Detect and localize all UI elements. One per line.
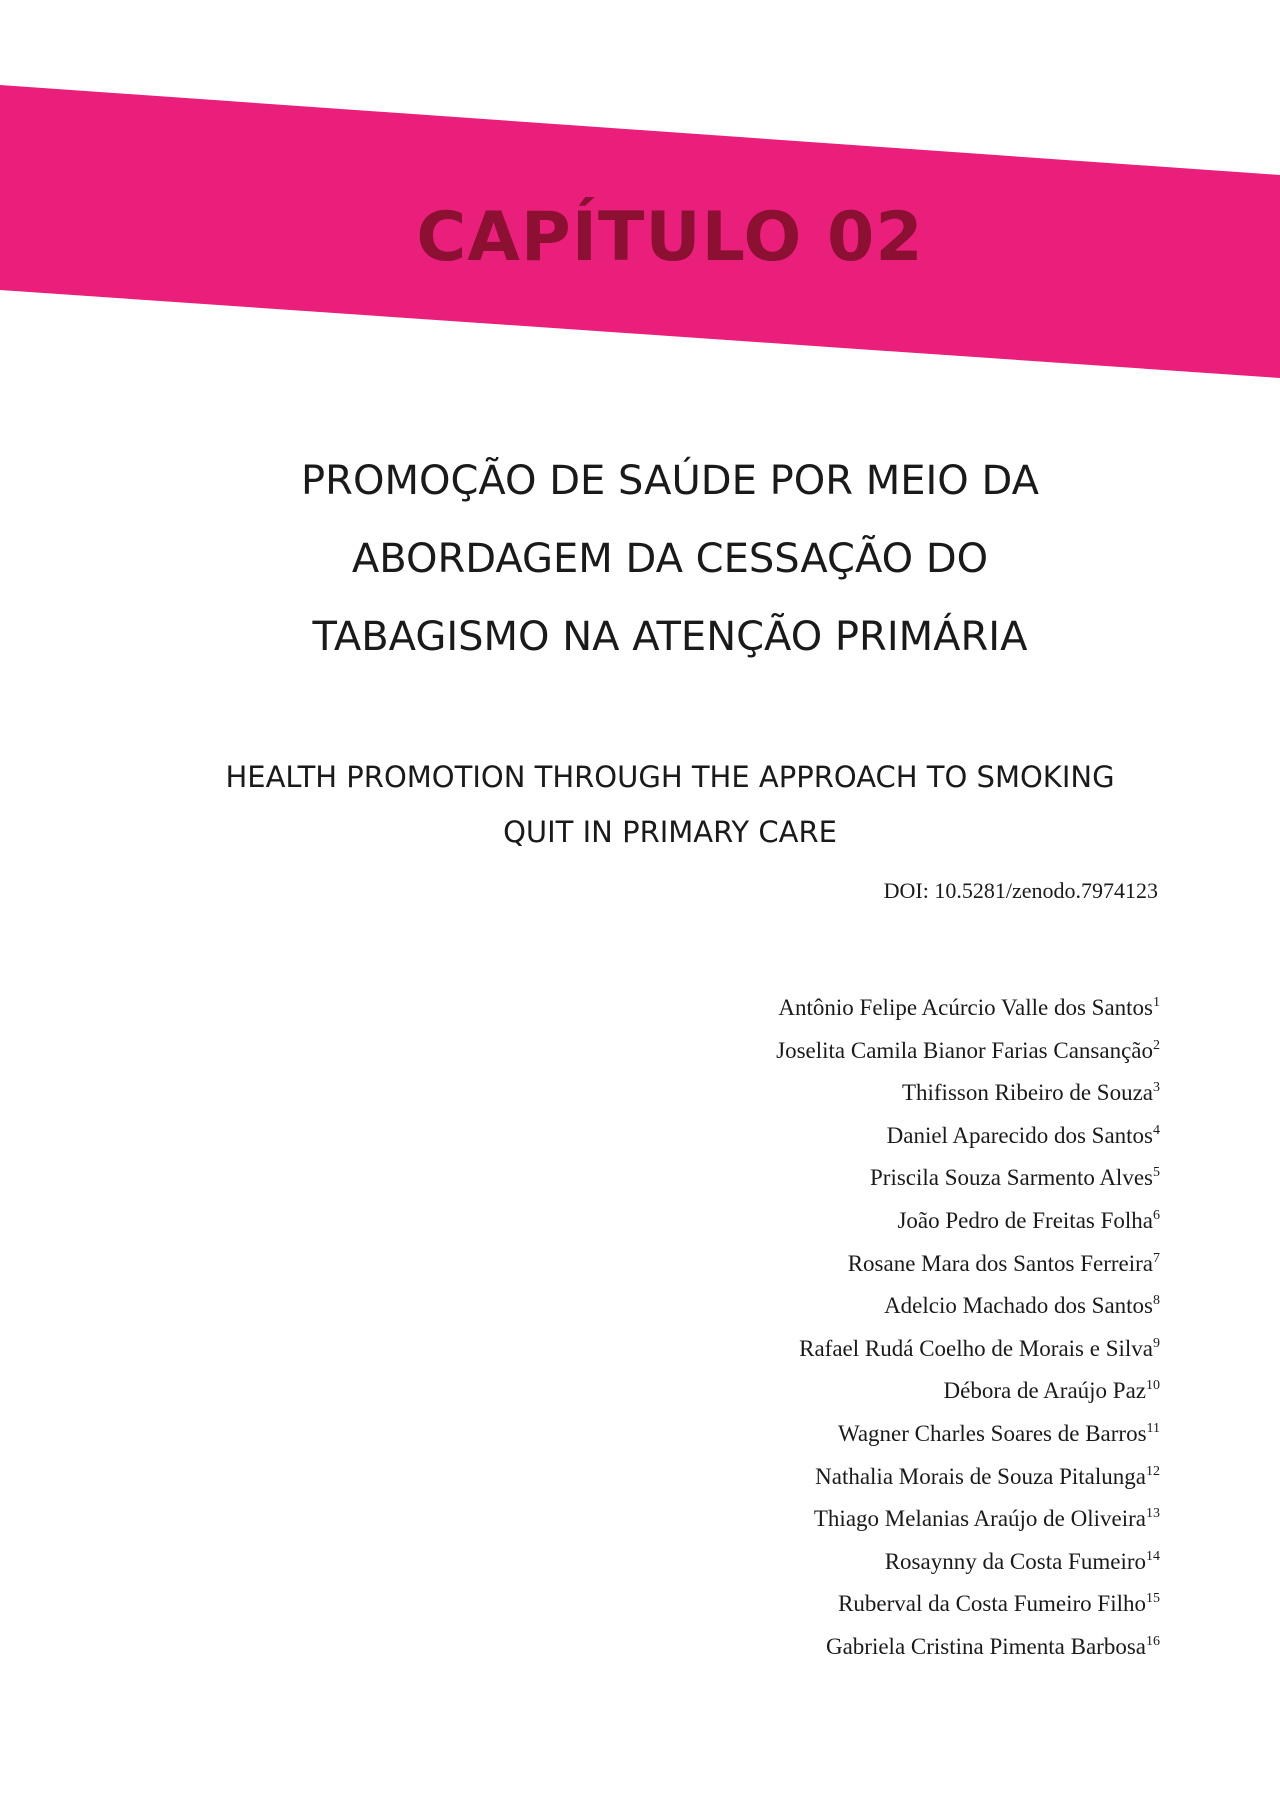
author-item (776, 1498, 1160, 1541)
author-ref: 9 (1153, 1335, 1160, 1351)
author-name: Gabriela Cristina Pimenta Barbosa (825, 1633, 1146, 1659)
author-item (776, 1328, 1160, 1371)
author-ref: 15 (1146, 1591, 1160, 1607)
author-name: Antônio Felipe Acúrcio Valle dos Santos (778, 995, 1153, 1020)
author-ref: 11 (1146, 1420, 1160, 1436)
author-item (776, 1583, 1160, 1626)
title-portuguese (0, 442, 1280, 676)
author-item (776, 1072, 1160, 1115)
author-name: Rafael Rudá Coelho de Morais e Silva (799, 1335, 1153, 1361)
author-ref: 7 (1153, 1250, 1160, 1266)
author-name: Rosaynny da Costa Fumeiro (884, 1548, 1146, 1574)
title-pt-line: PROMOÇÃO DE SAÚDE POR MEIO DA (301, 458, 1039, 504)
author-name: Thifisson Ribeiro de Souza (901, 1080, 1153, 1106)
author-name: Adelcio Machado dos Santos (884, 1293, 1153, 1319)
author-item (776, 987, 1160, 1030)
author-item (776, 1626, 1160, 1669)
author-item (776, 1456, 1160, 1499)
author-list (776, 987, 1160, 1669)
title-en-line: QUIT IN PRIMARY CARE (503, 815, 837, 849)
author-item (776, 1413, 1160, 1456)
author-ref: 10 (1146, 1378, 1160, 1394)
author-ref: 16 (1146, 1633, 1160, 1649)
author-ref: 13 (1146, 1506, 1160, 1522)
author-ref: 5 (1153, 1165, 1160, 1181)
title-pt-line: TABAGISMO NA ATENÇÃO PRIMÁRIA (312, 614, 1028, 660)
author-item (776, 1030, 1160, 1073)
author-name: Daniel Aparecido dos Santos (886, 1122, 1153, 1148)
author-name: Thiago Melanias Araújo de Oliveira (813, 1506, 1146, 1532)
author-ref: 1 (1153, 995, 1160, 1010)
title-en-line: HEALTH PROMOTION THROUGH THE APPROACH TO SMOKING (225, 760, 1115, 794)
author-item (776, 1243, 1160, 1286)
author-name: Débora de Araújo Paz (943, 1378, 1146, 1404)
author-item (776, 1370, 1160, 1413)
author-ref: 14 (1146, 1548, 1160, 1564)
author-ref: 8 (1153, 1293, 1160, 1309)
author-name: Ruberval da Costa Fumeiro Filho (838, 1591, 1146, 1617)
author-name: Wagner Charles Soares de Barros (837, 1420, 1147, 1446)
author-ref: 12 (1146, 1463, 1160, 1479)
author-ref: 2 (1153, 1037, 1160, 1053)
author-name: Joselita Camila Bianor Farias Cansanção (776, 1037, 1153, 1063)
author-name: Rosane Mara dos Santos Ferreira (847, 1250, 1153, 1276)
author-name: João Pedro de Freitas Folha (897, 1207, 1153, 1233)
author-item (776, 1200, 1160, 1243)
author-ref: 4 (1153, 1122, 1160, 1138)
doi-link[interactable]: DOI: 10.5281/zenodo.7974123 (883, 878, 1158, 903)
author-name: Priscila Souza Sarmento Alves (870, 1165, 1153, 1191)
author-ref: 6 (1153, 1207, 1160, 1223)
author-item (776, 1157, 1160, 1200)
chapter-title: CAPÍTULO 02 (416, 198, 924, 277)
title-pt-line: ABORDAGEM DA CESSAÇÃO DO (351, 536, 989, 582)
author-item (776, 1541, 1160, 1584)
author-name: Nathalia Morais de Souza Pitalunga (815, 1463, 1146, 1489)
author-item (776, 1285, 1160, 1328)
author-ref: 3 (1153, 1080, 1160, 1096)
author-item (776, 1115, 1160, 1158)
title-english (0, 750, 1280, 860)
